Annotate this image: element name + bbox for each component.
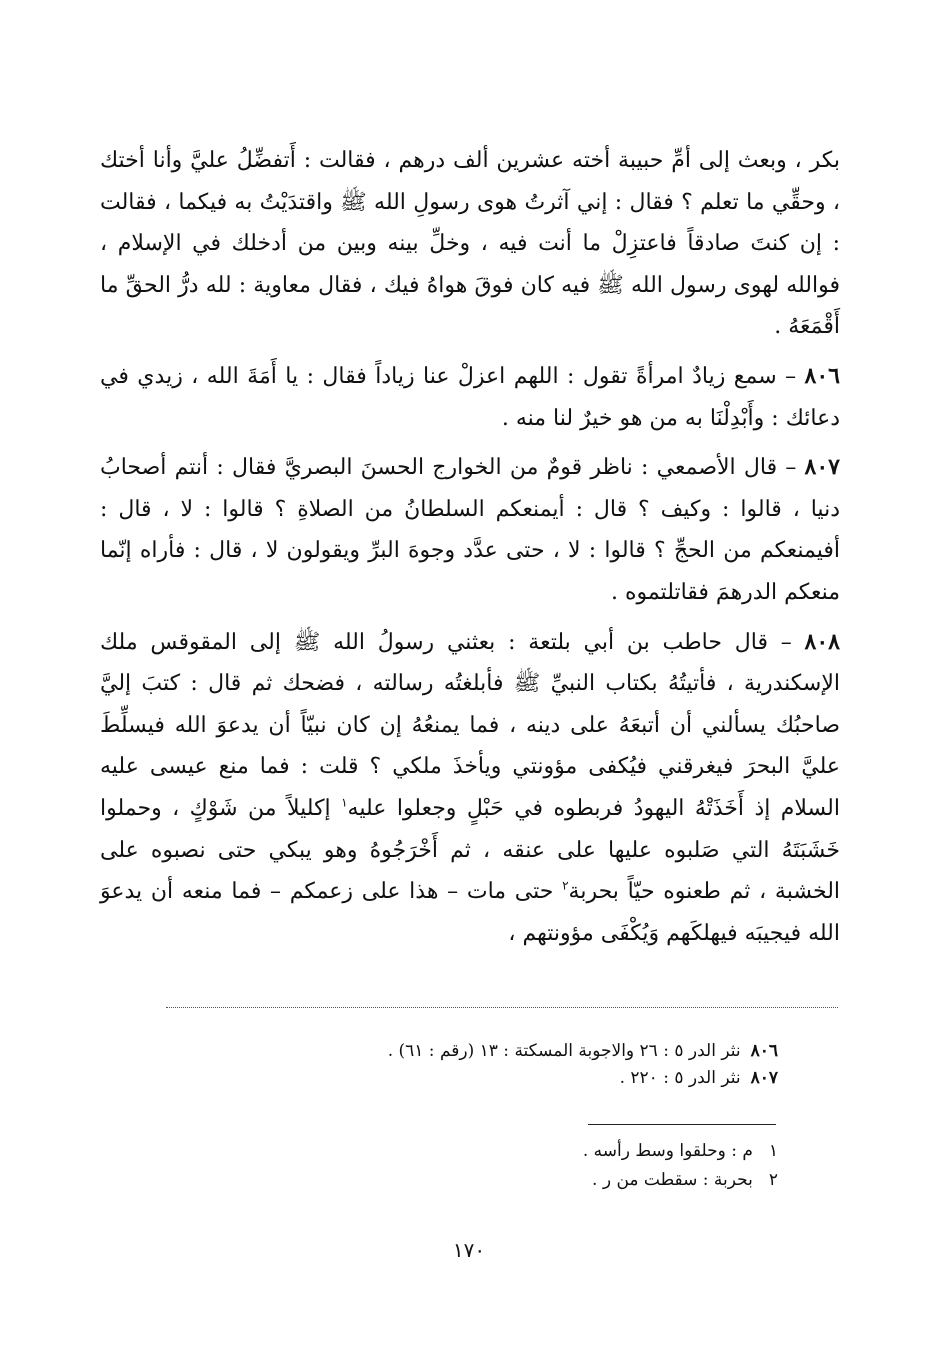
paragraph-808 (100, 622, 840, 955)
source-number: ٨٠٦ (750, 1041, 778, 1061)
footnote-marker: ١ (341, 795, 348, 810)
anecdote-number: ٨٠٨ (804, 628, 840, 655)
paragraph-text: – قال الأصمعي : ناظر قومٌ من الخوارج الحسنَ البصريَّ فقال : أنتم أصحابُ دنيا ، قالوا : وكيف ؟ قال : أيمنعكم السلطانُ من الصلاةِ ؟ قالوا : لا ، قال : أفيمنعكم من الحجِّ ؟ قالوا : لا ، حتى عدَّد وجوهَ البرِّ ويقولون لا ، قال : فأراه إنّما منعكم الدرهمَ فقاتلتموه . (100, 455, 840, 605)
source-text: نثر الدر ٥ : ٢٦ والاجوبة المسكتة : ١٣ (رقم : ٦١) . (387, 1041, 741, 1061)
footnote-number: ٢ (768, 1170, 778, 1190)
main-text-block (100, 140, 840, 954)
footnote-text: بحربة : سقطت من ر . (592, 1170, 753, 1190)
footnote-text: م : وحلقوا وسط رأسه . (582, 1141, 753, 1161)
footnote (158, 1166, 778, 1195)
paragraph-text: إكليلاً من شَوْكٍ ، وحملوا خَشَبَتَهُ التي صَلبوه عليها على عنقه ، ثم أَخْرَجُوهُ وهو يبكي حتى نصبوه على الخشبة ، ثم طعنوه حيّاً بحربة (100, 795, 841, 905)
anecdote-number: ٨٠٦ (804, 362, 840, 389)
source-number: ٨٠٧ (750, 1068, 778, 1088)
source-note (158, 1038, 778, 1065)
source-text: نثر الدر ٥ : ٢٢٠ . (619, 1068, 741, 1088)
dotted-separator (166, 1007, 838, 1008)
paragraph-continuation (100, 140, 840, 348)
paragraph-807 (100, 447, 840, 613)
page-number: ١٧٠ (452, 1238, 486, 1262)
paragraph-text: – سمع زيادٌ امرأةً تقول : اللهم اعزلْ عنا زياداً فقال : يا أَمَةَ الله ، زيدي في دعائك : وأَبْدِلْنَا به من هو خيرٌ لنا منه . (100, 363, 840, 431)
source-note (158, 1065, 778, 1092)
source-notes (158, 1038, 778, 1092)
paragraph-text: حتى مات – هذا على زعمكم – فما منعه أن يدعوَ الله فيجيبَه فيهلكَهم وَيُكْفَى مؤونتهم ، (100, 879, 840, 946)
paragraph-text: – قال حاطب بن أبي بلتعة : بعثني رسولُ الله ﷺ إلى المقوقس ملك الإسكندرية ، فأتيتُهُ بكتاب النبيِّ ﷺ فأبلغتُه رسالته ، فضحك ثم قال : كتبَ إليَّ صاحبُك يسألني أن أتبعَهُ على دينه ، فما يمنعُهُ إن كان نبيّاً أن يدعوَ الله فيسلِّطَ عليَّ البحرَ فيغرقني فيُكفى مؤونتي ويأخذَ ملكي ؟ قلت : فما منع عيسى عليه السلام إذ أَخَذَتْهُ اليهودُ فربطوه في حَبْلٍ وجعلوا عليه (100, 629, 840, 821)
anecdote-number: ٨٠٧ (804, 454, 840, 481)
paragraph-806 (100, 356, 840, 439)
paragraph-text: بكر ، وبعث إلى أمِّ حبيبة أخته عشرين ألف درهم ، فقالت : أَتفضِّلُ عليَّ وأنا أختك ، وحقِّي ما تعلم ؟ فقال : إني آثرتُ هوى رسولِ الله ﷺ واقتدَيْتُ به فيكما ، فقالت : إن كنتَ صادقاً فاعتزِلْ ما أنت فيه ، وخلِّ بينه وبين من أدخلك في الإسلام ، فوالله لهوى رسول الله ﷺ فيه كان فوقَ هواهُ فيك ، فقال معاوية : لله درُّ الحقِّ ما أَقْمَعَهُ . (100, 148, 840, 340)
footnote-marker: ٢ (562, 878, 569, 893)
footnote-separator (588, 1124, 776, 1125)
footnote (158, 1137, 778, 1166)
footnotes (158, 1137, 778, 1195)
footnote-number: ١ (768, 1141, 778, 1161)
